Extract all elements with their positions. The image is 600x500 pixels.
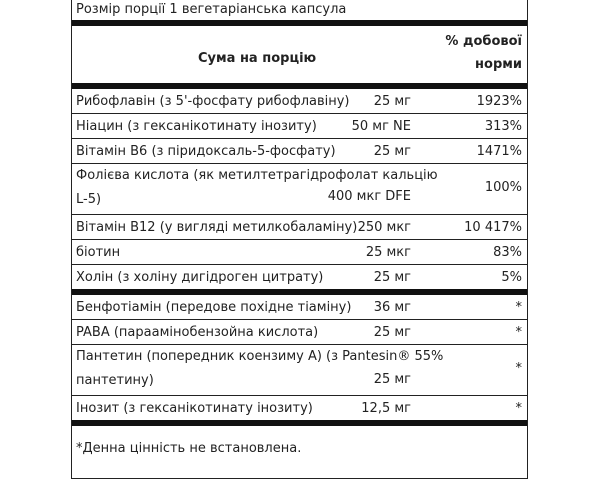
nutrient-amount: 250 мкг (357, 220, 411, 235)
nutrient-daily-value: 10 417% (464, 220, 522, 235)
table-row (72, 265, 527, 289)
nutrient-name: Холін (з холіну дигідроген цитрату) (76, 270, 324, 285)
daily-value-header-line1: % добової (445, 34, 522, 49)
nutrient-amount: 25 мг (373, 270, 411, 285)
nutrient-amount: 25 мг (373, 94, 411, 109)
nutrient-amount: 25 мг (373, 325, 411, 340)
table-row (72, 320, 527, 344)
table-row (72, 396, 527, 420)
table-row (72, 89, 527, 113)
nutrient-name: Вітамін B12 (у вигляді метилкобаламіну) (76, 220, 358, 235)
nutrient-daily-value: 5% (501, 270, 522, 285)
nutrient-name-line2: L-5) (76, 192, 102, 207)
nutrient-name: біотин (76, 245, 121, 260)
nutrient-name-line1: Фолієва кислота (як метилтетрагідрофолат кальцію (76, 168, 438, 183)
amount-per-serving-header: Сума на порцію (198, 51, 317, 66)
nutrient-name: Вітамін B6 (з піридоксаль-5-фосфату) (76, 144, 336, 159)
nutrient-name-line1: Пантетин (попередник коензиму А) (з Pantesin® 55% (76, 349, 444, 364)
nutrient-daily-value: * (515, 401, 522, 416)
nutrient-amount: 25 мкг (365, 245, 411, 260)
nutrient-amount: 50 мг NE (351, 119, 411, 134)
daily-value-header (445, 33, 522, 73)
nutrient-daily-value: * (515, 325, 522, 340)
table-row (72, 114, 527, 138)
nutrient-daily-value: 100% (484, 180, 522, 195)
nutrient-amount: 400 мкг DFE (327, 189, 411, 204)
nutrient-name: Ніацин (з гексанікотинату інозиту) (76, 119, 317, 134)
nutrient-daily-value: * (515, 300, 522, 315)
nutrient-amount: 25 мг (373, 144, 411, 159)
nutrient-daily-value: 1471% (476, 144, 522, 159)
nutrient-daily-value: 83% (493, 245, 522, 260)
supplement-facts-panel (71, 0, 528, 479)
nutrient-daily-value: * (515, 361, 522, 376)
footnote: *Денна цінність не встановлена. (76, 441, 302, 456)
nutrient-amount: 12,5 мг (361, 401, 411, 416)
bottom-thick-divider (72, 420, 527, 426)
table-row (72, 295, 527, 319)
top-thick-divider (72, 20, 527, 26)
nutrient-amount: 25 мг (373, 372, 411, 387)
nutrient-name-line2: пантетину) (76, 373, 154, 388)
serving-size: Розмір порції 1 вегетаріанська капсула (76, 2, 347, 17)
nutrient-name: PABA (параамінобензойна кислота) (76, 325, 319, 340)
table-row (72, 164, 527, 214)
daily-value-header-line2: норми (475, 57, 522, 72)
nutrient-name: Рибофлавін (з 5'-фосфату рибофлавіну) (76, 94, 350, 109)
table-row (72, 240, 527, 264)
nutrient-amount: 36 мг (373, 300, 411, 315)
nutrient-daily-value: 1923% (476, 94, 522, 109)
table-row (72, 345, 527, 395)
table-row (72, 215, 527, 239)
nutrient-name: Бенфотіамін (передове похідне тіаміну) (76, 300, 352, 315)
nutrient-daily-value: 313% (484, 119, 522, 134)
nutrient-name: Інозит (з гексанікотинату інозиту) (76, 401, 313, 416)
table-row (72, 139, 527, 163)
